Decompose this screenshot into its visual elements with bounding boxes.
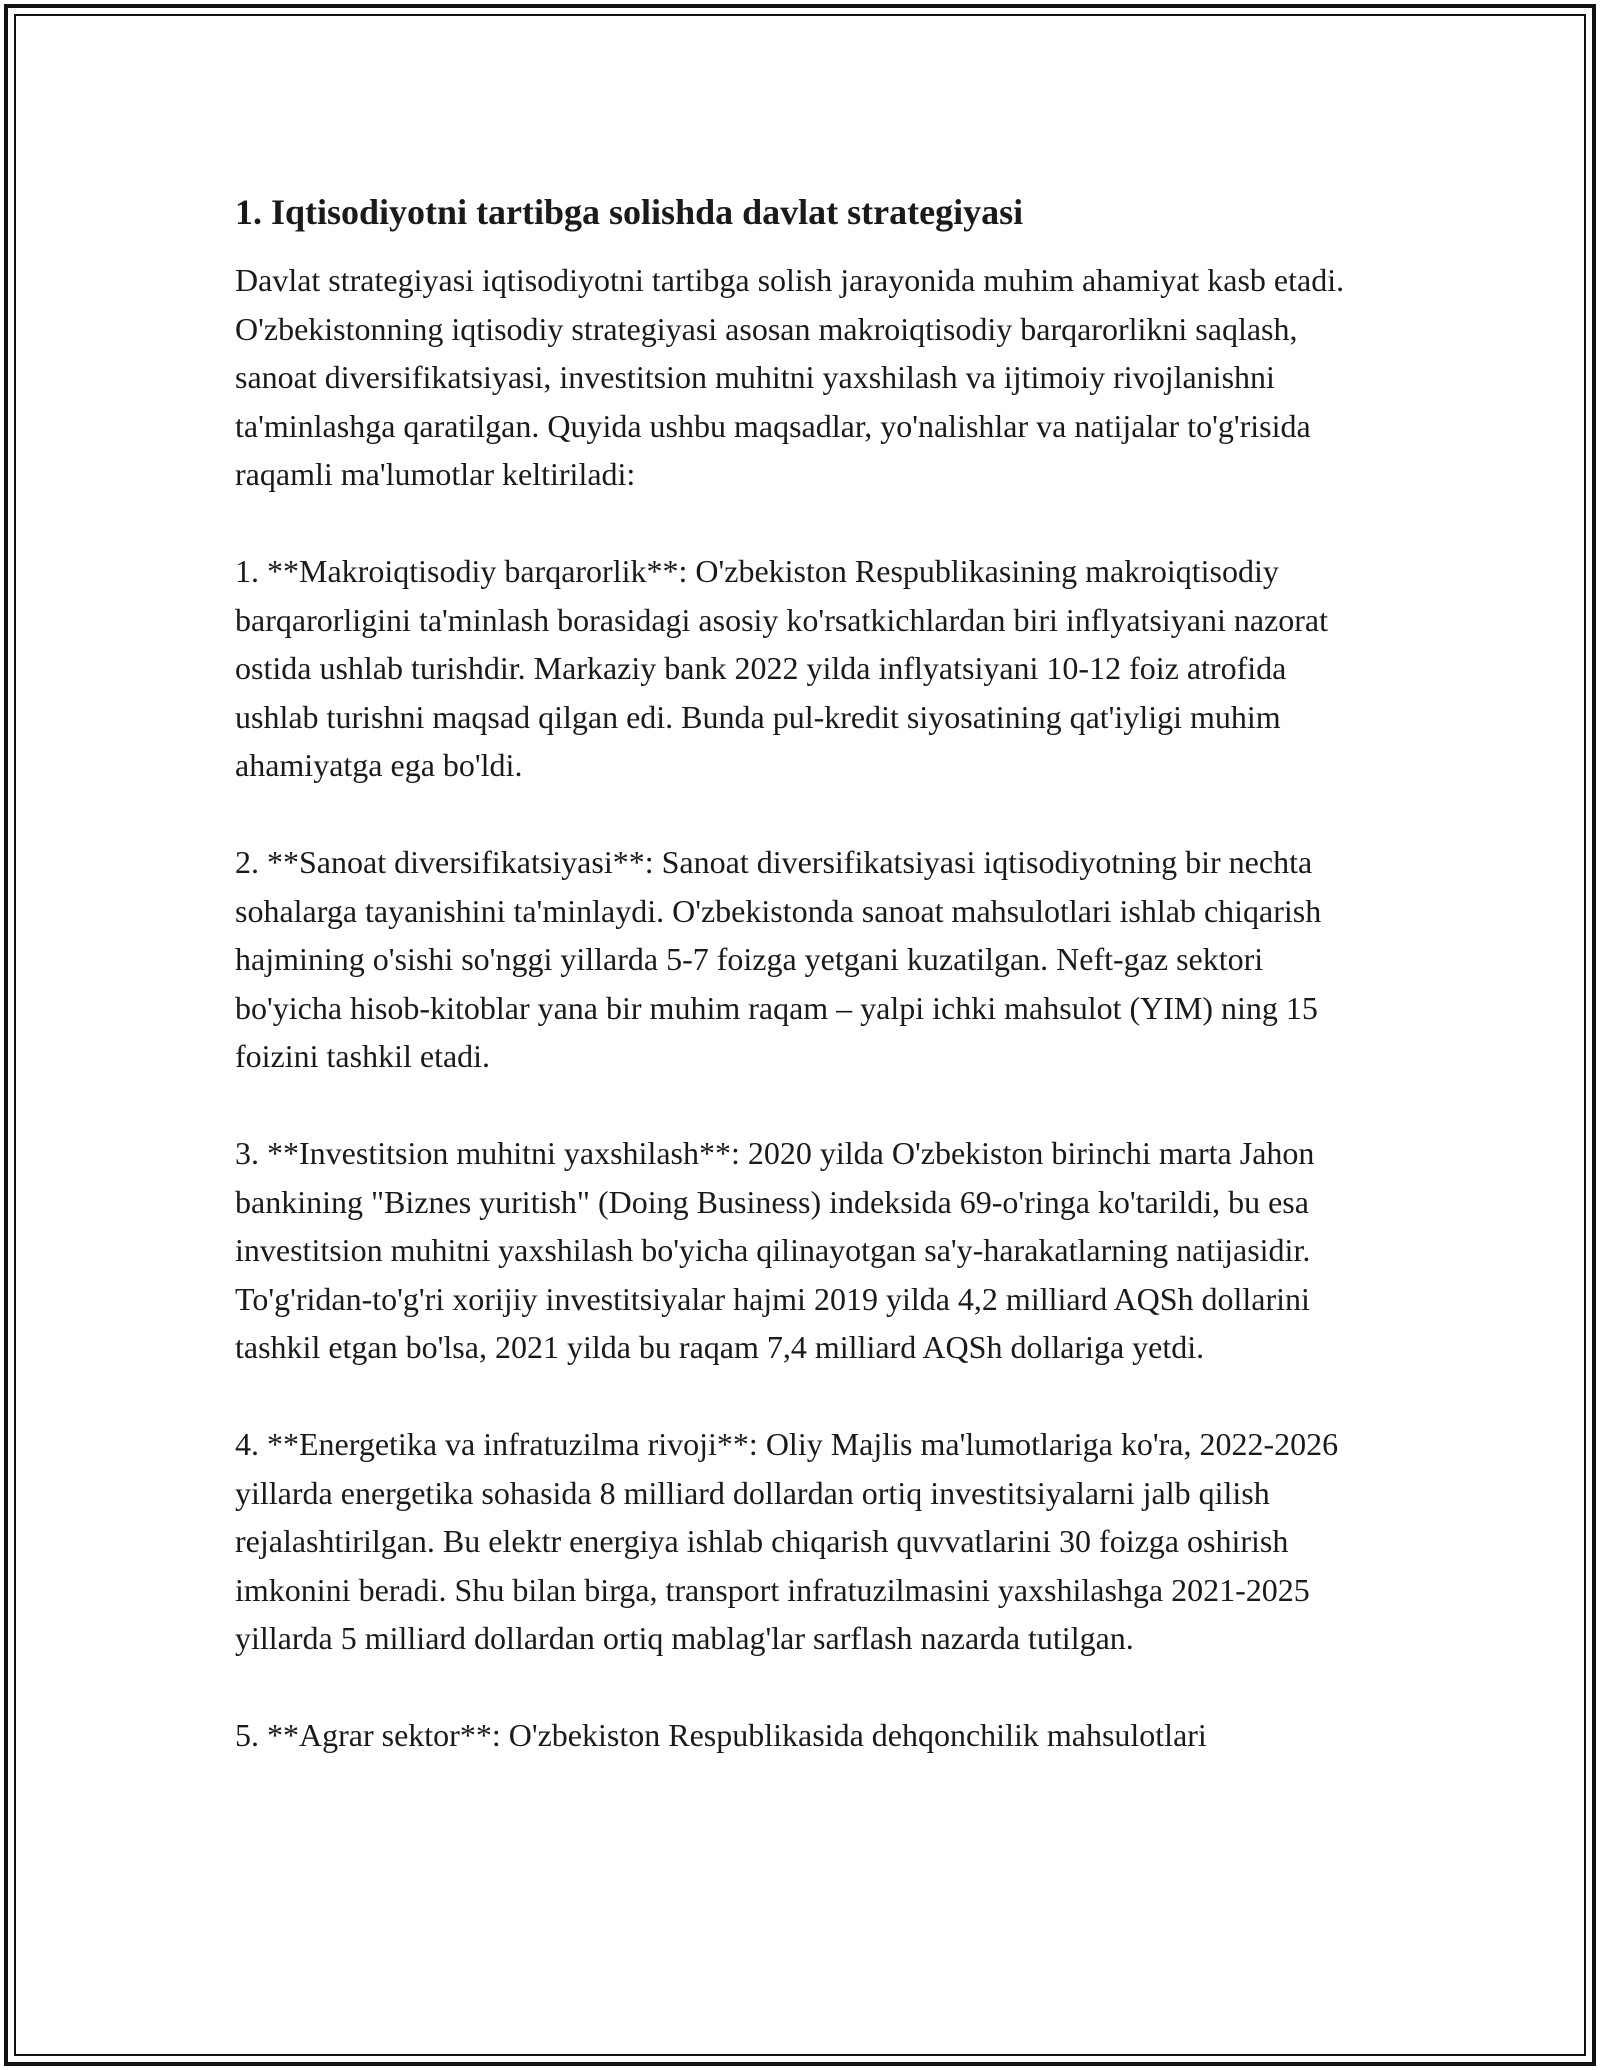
paragraph-industrial-diversification: 2. **Sanoat diversifikatsiyasi**: Sanoat diversifikatsiyasi iqtisodiyotning bir nechta sohalarga tayanishini ta'minlaydi. O'zbekistonda sanoat mahsulotlari ishlab chiqarish hajmining o'sishi so'nggi yillarda 5-7 foizga yetgani kuzatilgan. Neft-gaz sektori bo'yicha hisob-kitoblar yana bir muhim raqam – yalpi ichki mahsulot (YIM) ning 15 foizini tashkil etadi. <box>235 844 1322 1074</box>
paragraph-intro: Davlat strategiyasi iqtisodiyotni tartibga solish jarayonida muhim ahamiyat kasb etadi. O'zbekistonning iqtisodiy strategiyasi asosan makroiqtisodiy barqarorlikni saqlash, sanoat diversifikatsiyasi, investitsion muhitni yaxshilash va ijtimoiy rivojlanishni ta'minlashga qaratilgan. Quyida ushbu maqsadlar, yo'nalishlar va natijalar to'g'risida raqamli ma'lumotlar keltiriladi: <box>235 262 1345 492</box>
document-title: 1. Iqtisodiyotni tartibga solishda davlat strategiyasi <box>235 192 1024 232</box>
paragraph-macroeconomic-stability: 1. **Makroiqtisodiy barqarorlik**: O'zbekiston Respublikasining makroiqtisodiy barqarorligini ta'minlash borasidagi asosiy ko'rsatkichlardan biri inflyatsiyani nazorat ostida ushlab turishdir. Markaziy bank 2022 yilda inflyatsiyani 10-12 foiz atrofida ushlab turishni maqsad qilgan edi. Bunda pul-kredit siyosatining qat'iyligi muhim ahamiyatga ega bo'ldi. <box>235 553 1328 783</box>
paragraph-agrarian-sector: 5. **Agrar sektor**: O'zbekiston Respublikasida dehqonchilik mahsulotlari <box>235 1717 1207 1753</box>
paragraph-energy-infrastructure: 4. **Energetika va infratuzilma rivoji**: Oliy Majlis ma'lumotlariga ko'ra, 2022-2026 yillarda energetika sohasida 8 milliard dollardan ortiq investitsiyalarni jalb qilish rejalashtirilgan. Bu elektr energiya ishlab chiqarish quvvatlarini 30 foizga oshirish imkonini beradi. Shu bilan birga, transport infratuzilmasini yaxshilashga 2021-2025 yillarda 5 milliard dollardan ortiq mablag'lar sarflash nazarda tutilgan. <box>235 1426 1339 1656</box>
paragraph-investment-climate: 3. **Investitsion muhitni yaxshilash**: 2020 yilda O'zbekiston birinchi marta Jahon bankining "Biznes yuritish" (Doing Business) indeksida 69-o'ringa ko'tarildi, bu esa investitsion muhitni yaxshilash bo'yicha qilinayotgan sa'y-harakatlarning natijasidir. To'g'ridan-to'g'ri xorijiy investitsiyalar hajmi 2019 yilda 4,2 milliard AQSh dollarini tashkil etgan bo'lsa, 2021 yilda bu raqam 7,4 milliard AQSh dollariga yetdi. <box>235 1135 1315 1365</box>
document-body <box>235 188 1375 1760</box>
